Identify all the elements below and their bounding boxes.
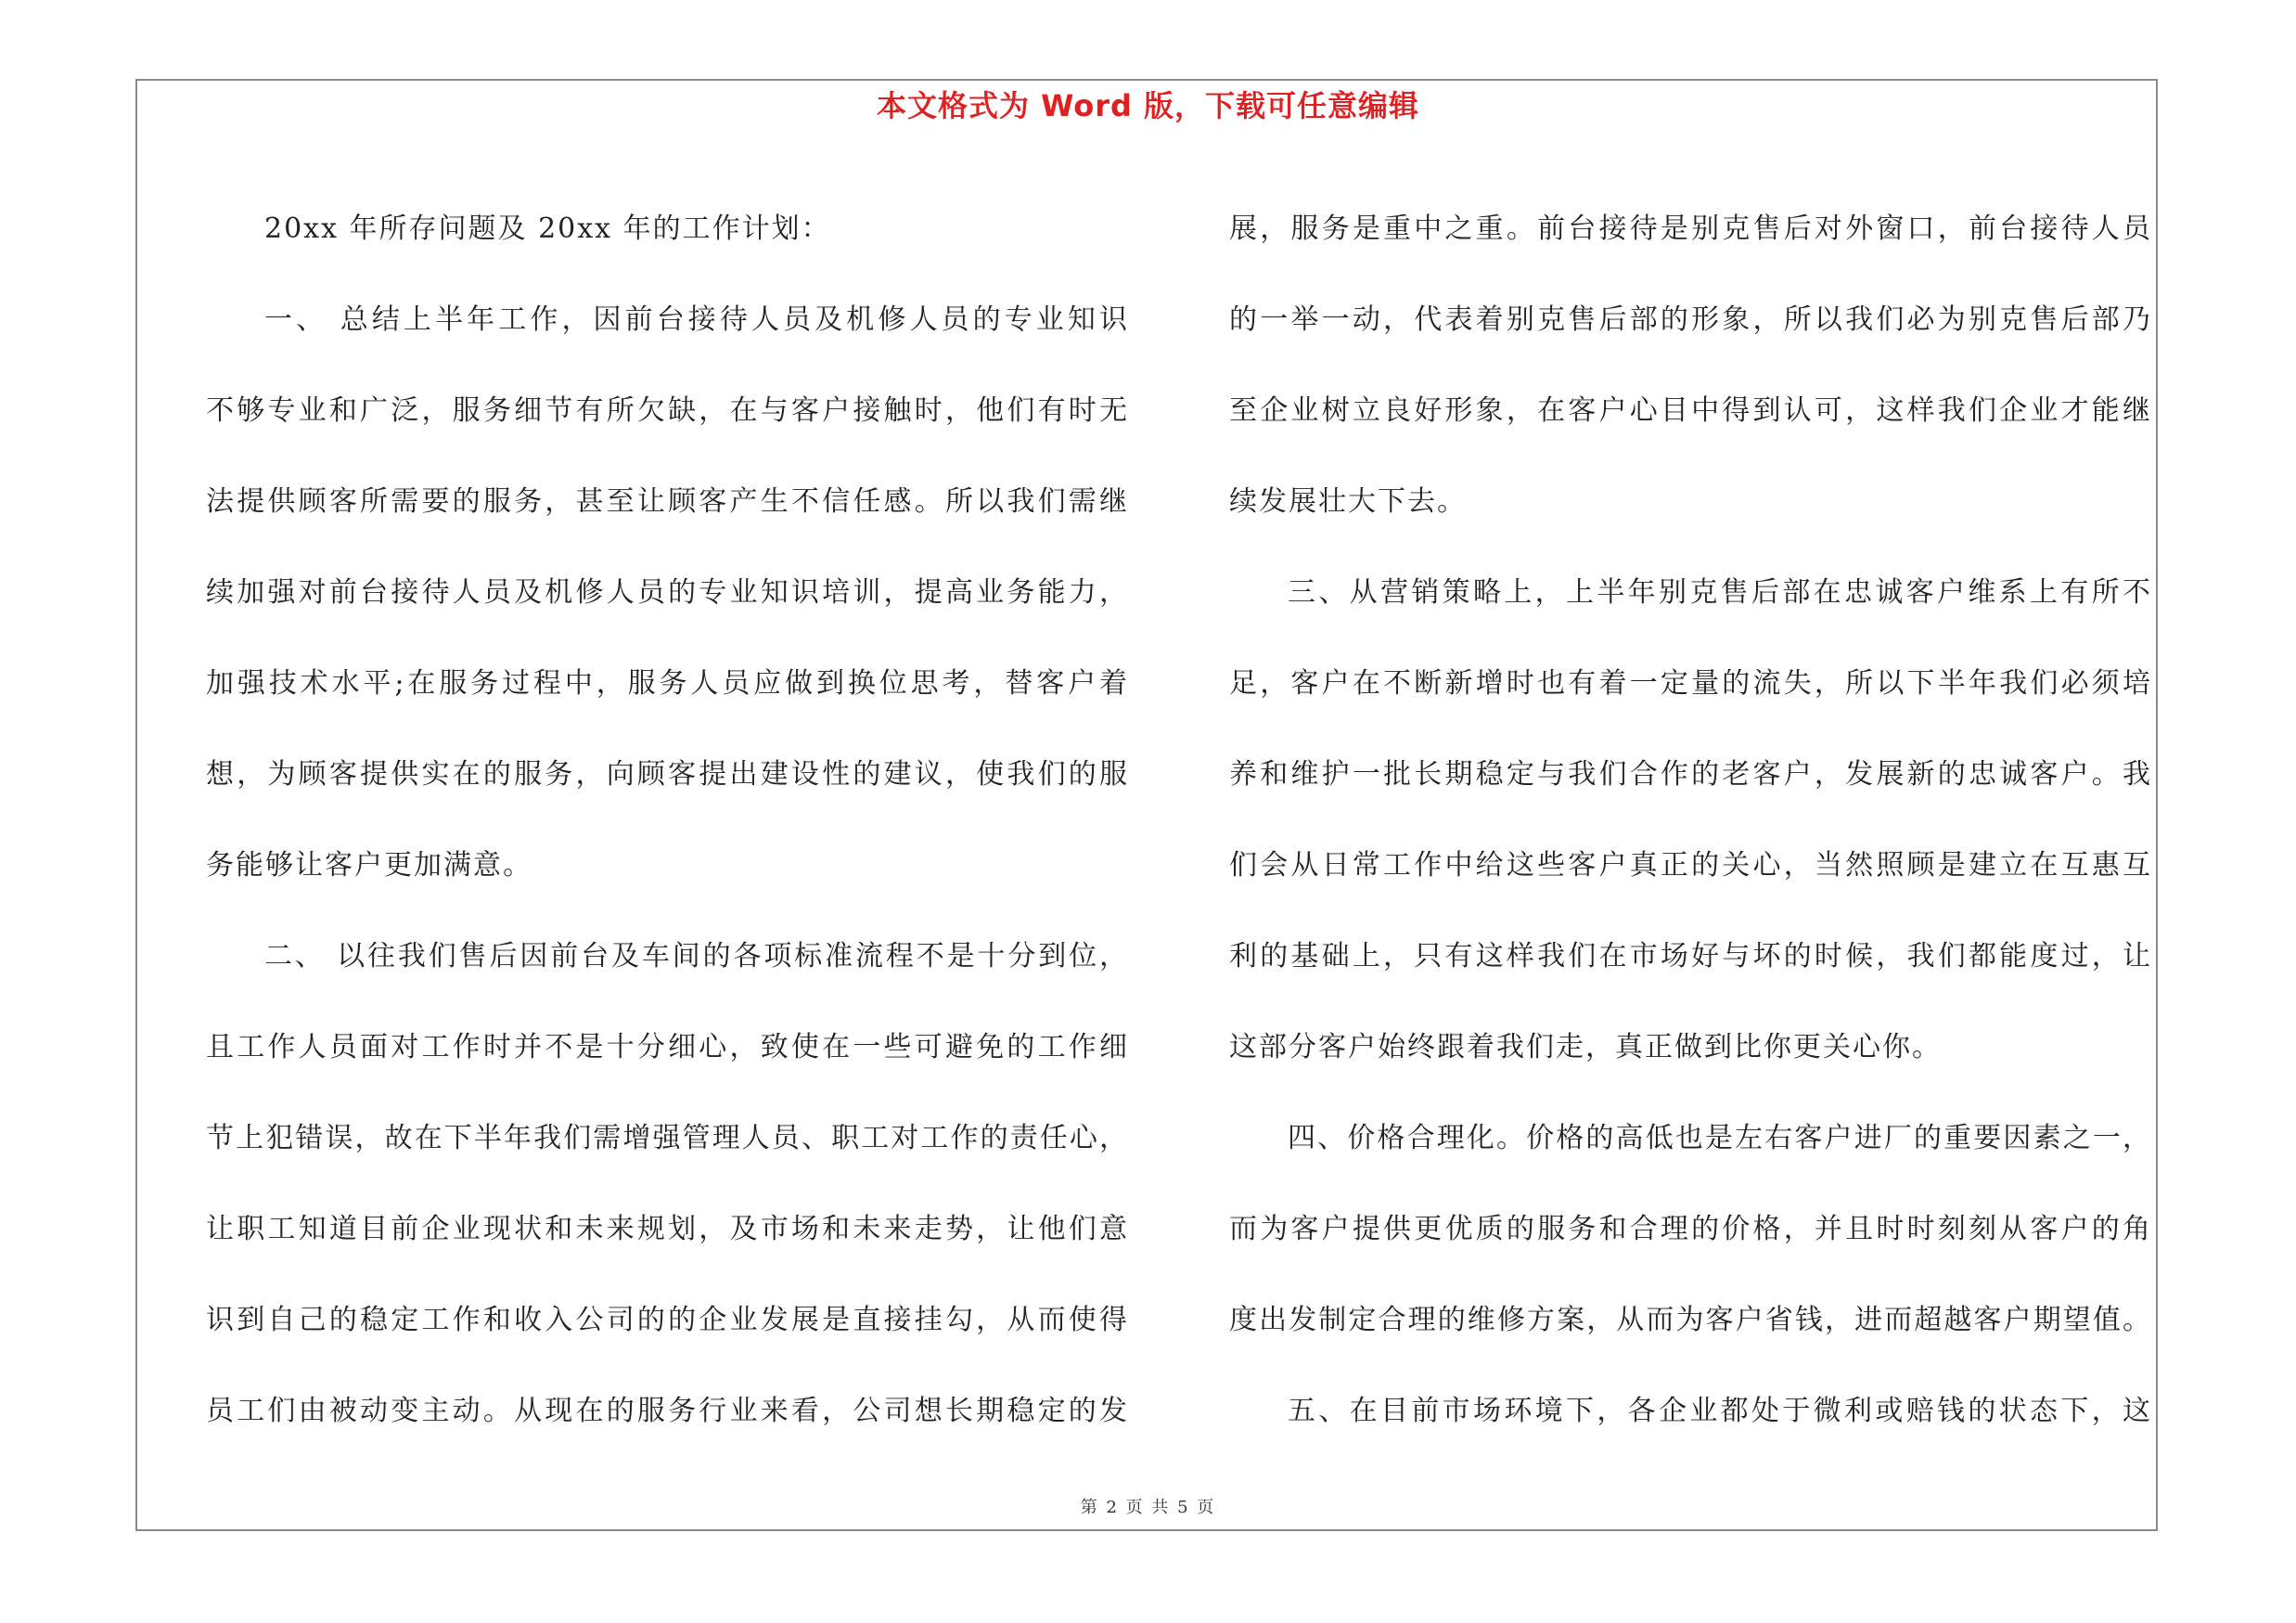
text-line: 想，为顾客提供实在的服务，向顾客提出建设性的建议，使我们的服 — [206, 758, 1129, 791]
text-line: 的一举一动，代表着别克售后部的形象，所以我们必为别克售后部乃 — [1229, 303, 2152, 336]
text-line: 四、价格合理化。价格的高低也是左右客户进厂的重要因素之一， — [1288, 1122, 2152, 1154]
left-text-column — [206, 184, 1129, 1457]
text-line: 一、 总结上半年工作，因前台接待人员及机修人员的专业知识 — [264, 303, 1129, 336]
text-line: 度出发制定合理的维修方案，从而为客户省钱，进而超越客户期望值。 — [1229, 1304, 2152, 1336]
text-line: 续加强对前台接待人员及机修人员的专业知识培训，提高业务能力， — [206, 576, 1129, 609]
text-line: 20xx 年所存问题及 20xx 年的工作计划： — [264, 213, 831, 245]
text-line: 续发展壮大下去。 — [1229, 485, 1467, 518]
text-line: 养和维护一批长期稳定与我们合作的老客户，发展新的忠诚客户。我 — [1229, 758, 2152, 791]
text-line: 展，服务是重中之重。前台接待是别克售后对外窗口，前台接待人员 — [1229, 213, 2152, 245]
text-line: 至企业树立良好形象，在客户心目中得到认可，这样我们企业才能继 — [1229, 394, 2152, 427]
text-line: 三、从营销策略上，上半年别克售后部在忠诚客户维系上有所不 — [1288, 576, 2152, 609]
right-text-column — [1229, 184, 2152, 1457]
text-line: 节上犯错误，故在下半年我们需增强管理人员、职工对工作的责任心， — [206, 1122, 1129, 1154]
text-line: 而为客户提供更优质的服务和合理的价格，并且时时刻刻从客户的角 — [1229, 1213, 2152, 1245]
text-line: 利的基础上，只有这样我们在市场好与坏的时候，我们都能度过，让 — [1229, 940, 2152, 973]
text-line: 们会从日常工作中给这些客户真正的关心，当然照顾是建立在互惠互 — [1229, 849, 2152, 882]
text-line: 识到自己的稳定工作和收入公司的的企业发展是直接挂勾，从而使得 — [206, 1304, 1129, 1336]
text-line: 二、 以往我们售后因前台及车间的各项标准流程不是十分到位， — [264, 940, 1129, 973]
text-line: 法提供顾客所需要的服务，甚至让顾客产生不信任感。所以我们需继 — [206, 485, 1129, 518]
format-banner: 本文格式为 Word 版，下载可任意编辑 — [876, 88, 1420, 123]
text-line: 让职工知道目前企业现状和未来规划，及市场和未来走势，让他们意 — [206, 1213, 1129, 1245]
text-line: 务能够让客户更加满意。 — [206, 849, 532, 882]
text-line: 这部分客户始终跟着我们走，真正做到比你更关心你。 — [1229, 1031, 1942, 1063]
text-line: 员工们由被动变主动。从现在的服务行业来看，公司想长期稳定的发 — [206, 1395, 1129, 1427]
text-line: 加强技术水平;在服务过程中，服务人员应做到换位思考，替客户着 — [206, 667, 1129, 700]
text-line: 五、在目前市场环境下，各企业都处于微利或赔钱的状态下，这 — [1288, 1395, 2152, 1427]
page-number-footer: 第 2 页 共 5 页 — [1080, 1498, 1216, 1517]
text-line: 足，客户在不断新增时也有着一定量的流失，所以下半年我们必须培 — [1229, 667, 2152, 700]
text-line: 不够专业和广泛，服务细节有所欠缺，在与客户接触时，他们有时无 — [206, 394, 1129, 427]
text-line: 且工作人员面对工作时并不是十分细心，致使在一些可避免的工作细 — [206, 1031, 1129, 1063]
